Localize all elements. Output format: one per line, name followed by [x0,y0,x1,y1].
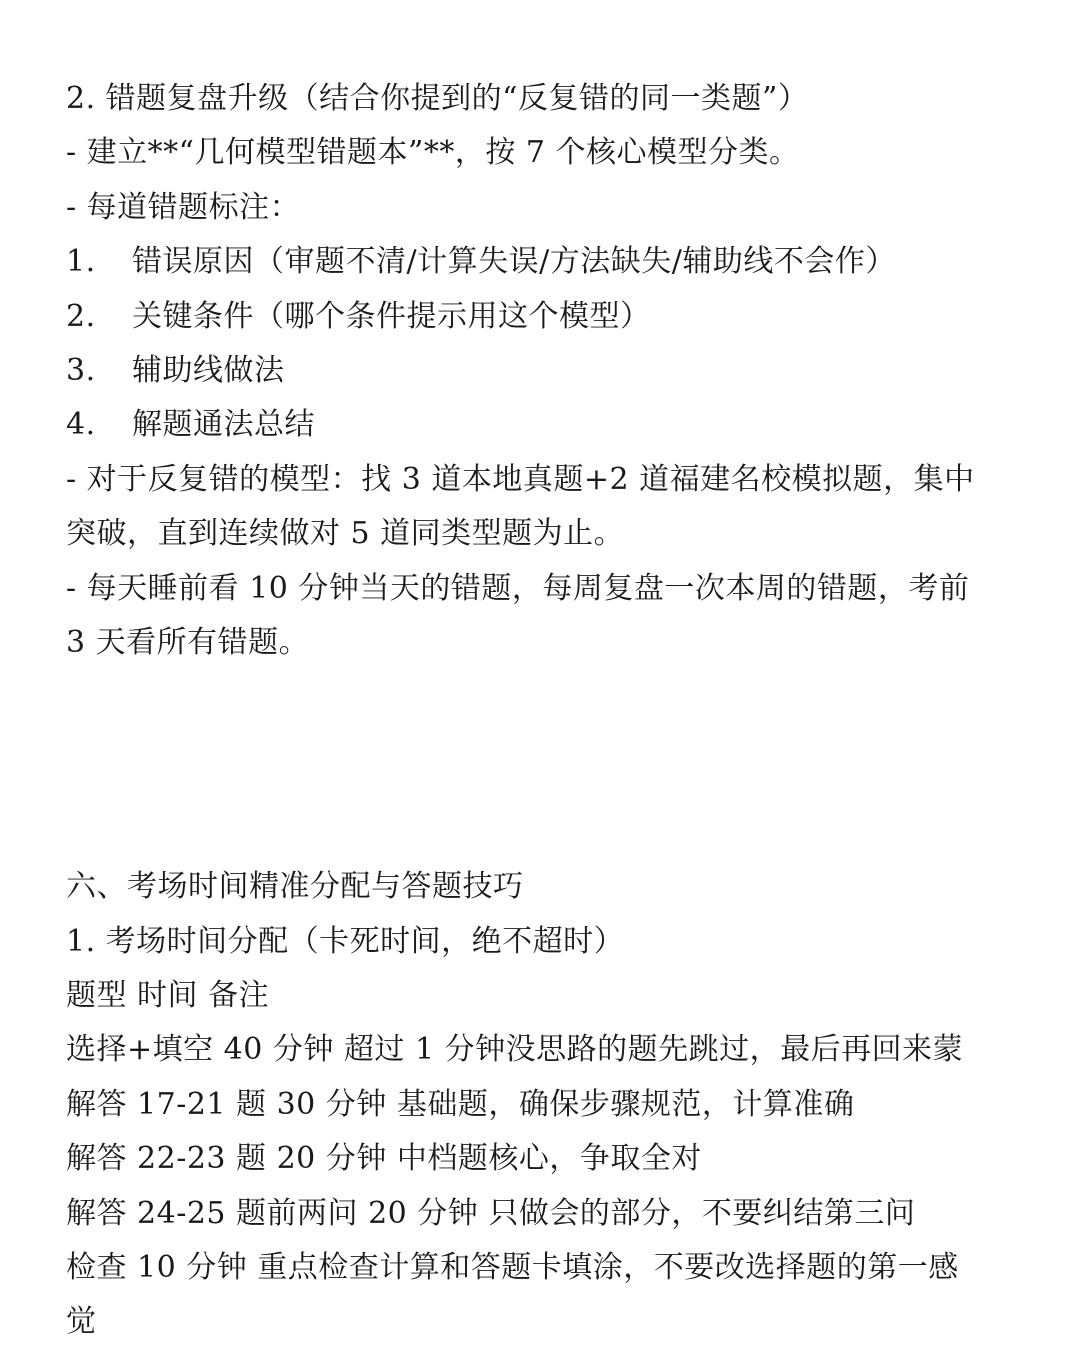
table-row: 解答 24-25 题前两问 20 分钟 只做会的部分，不要纠结第三问 [66,1195,916,1231]
table-row: 检查 10 分钟 重点检查计算和答题卡填涂，不要改选择题的第一感 [66,1250,959,1286]
bullet-notebook: - 建立**“几何模型错题本”**，按 7 个核心模型分类。 [66,135,800,171]
section-spacer [66,670,1026,860]
item-text: 关键条件（哪个条件提示用这个模型） [132,298,651,334]
numbered-item [66,344,1026,398]
item-number: 3. [66,352,96,388]
item-text: 错误原因（审题不清/计算失误/方法缺失/辅助线不会作） [132,244,896,280]
document-body [66,72,1026,1350]
table-row: 解答 17-21 题 30 分钟 基础题，确保步骤规范，计算准确 [66,1086,855,1122]
bullet-repeat-mistakes-line1: - 对于反复错的模型：找 3 道本地真题+2 道福建名校模拟题，集中 [66,461,975,497]
bullet-repeat-mistakes-line2: 突破，直到连续做对 5 道同类型题为止。 [66,516,625,552]
table-header: 题型 时间 备注 [66,978,270,1014]
table-row-continuation: 觉 [66,1304,97,1340]
table-row: 选择+填空 40 分钟 超过 1 分钟没思路的题先跳过，最后再回来蒙 [66,1032,964,1068]
item-number: 1. [66,244,96,280]
numbered-item [66,235,1026,289]
item-text: 解题通法总结 [132,407,315,443]
numbered-item [66,290,1026,344]
item-number: 4. [66,407,96,443]
subsection-heading-time-allocation: 1. 考场时间分配（卡死时间，绝不超时） [66,923,625,959]
section-heading-mistake-review: 2. 错题复盘升级（结合你提到的“反复错的同一类题”） [66,81,809,116]
bullet-daily-review-line1: - 每天睡前看 10 分钟当天的错题，每周复盘一次本周的错题，考前 [66,570,970,606]
section-heading-exam-time: 六、考场时间精准分配与答题技巧 [66,869,524,905]
bullet-daily-review-line2: 3 天看所有错题。 [66,624,310,660]
numbered-item [66,398,1026,452]
table-row: 解答 22-23 题 20 分钟 中档题核心，争取全对 [66,1141,702,1177]
item-text: 辅助线做法 [132,352,285,388]
bullet-annotate: - 每道错题标注： [66,189,301,225]
item-number: 2. [66,298,96,334]
